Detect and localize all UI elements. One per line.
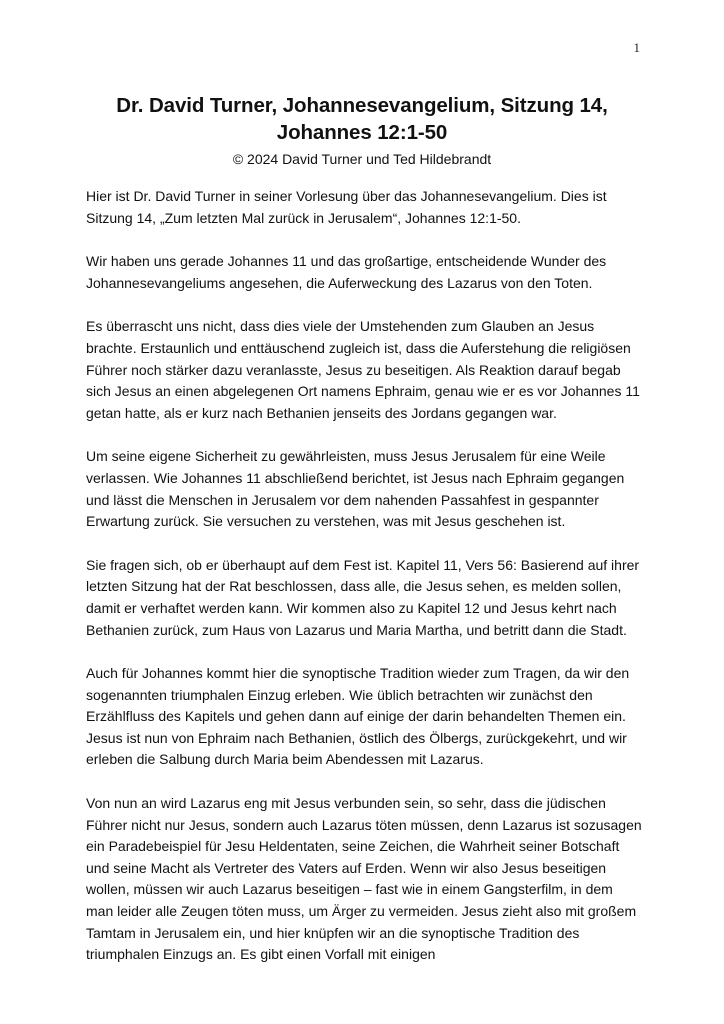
copyright-line: © 2024 David Turner und Ted Hildebrandt (232, 151, 492, 167)
paragraph: Es überrascht uns nicht, dass dies viele der Umstehenden zum Glauben an Jesus brachte. Erstaunlich und enttäuschend zugleich ist, dass die Auferstehung die religiösen Führer noch stärker dazu veranlasste, Jesus zu beseitigen. Als Reaktion darauf begab sich Jesus an einen abgelegenen Ort namens Ephraim, genau wie er es vor Johannes 11 getan hatte, als er kurz nach Bethanien jenseits des Jordans gegangen war. (86, 318, 640, 421)
paragraph: Hier ist Dr. David Turner in seiner Vorlesung über das Johannesevangelium. Dies ist Sitzung 14, „Zum letzten Mal zurück in Jerusalem“, Johannes 12:1-50. (86, 188, 607, 226)
document-title: Dr. David Turner, Johannesevangelium, Sitzung 14, Johannes 12:1-50 (116, 94, 608, 144)
paragraph: Sie fragen sich, ob er überhaupt auf dem Fest ist. Kapitel 11, Vers 56: Basierend auf ihrer letzten Sitzung hat der Rat beschlossen, dass alle, die Jesus sehen, es melden sollen, damit er verhaftet werden kann. Wir kommen also zu Kapitel 12 und Jesus kehrt nach Bethanien zurück, zum Haus von Lazarus und Maria Martha, und betritt dann die Stadt. (86, 556, 640, 638)
paragraph: Wir haben uns gerade Johannes 11 und das großartige, entscheidende Wunder des Johannesevangeliums angesehen, die Auferweckung des Lazarus von den Toten. (86, 253, 607, 291)
paragraph: Auch für Johannes kommt hier die synoptische Tradition wieder zum Tragen, da wir den sogenannten triumphalen Einzug erleben. Wie üblich betrachten wir zunächst den Erzählfluss des Kapitels und gehen dann auf einige der darin behandelten Themen ein. Jesus ist nun von Ephraim nach Bethanien, östlich des Ölbergs, zurückgekehrt, und wir erleben die Salbung durch Maria beim Abendessen mit Lazarus. (86, 665, 630, 768)
paragraph: Um seine eigene Sicherheit zu gewährleisten, muss Jesus Jerusalem für eine Weile verlassen. Wie Johannes 11 abschließend berichtet, ist Jesus nach Ephraim gegangen und lässt die Menschen in Jerusalem vor dem nahenden Passahfest in gespannter Erwartung zurück. Sie versuchen zu verstehen, was mit Jesus geschehen ist. (86, 448, 625, 530)
paragraph: Von nun an wird Lazarus eng mit Jesus verbunden sein, so sehr, dass die jüdischen Führer nicht nur Jesus, sondern auch Lazarus töten müssen, denn Lazarus ist sozusagen ein Paradebeispiel für Jesu Heldentaten, seine Zeichen, die Wahrheit seiner Botschaft und seine Macht als Vertreter des Vaters auf Erden. Wenn wir also Jesus beseitigen wollen, müssen wir auch Lazarus beseitigen – fast wie in einem Gangsterfilm, in dem man leider alle Zeugen töten muss, um Ärger zu vermeiden. Jesus zieht also mit großem Tamtam in Jerusalem ein, und hier knüpfen wir an die synoptische Tradition des triumphalen Einzugs an. Es gibt einen Vorfall mit einigen (86, 795, 642, 963)
page-number: 1 (633, 40, 640, 55)
document-header (86, 92, 638, 168)
document-body (86, 186, 642, 988)
